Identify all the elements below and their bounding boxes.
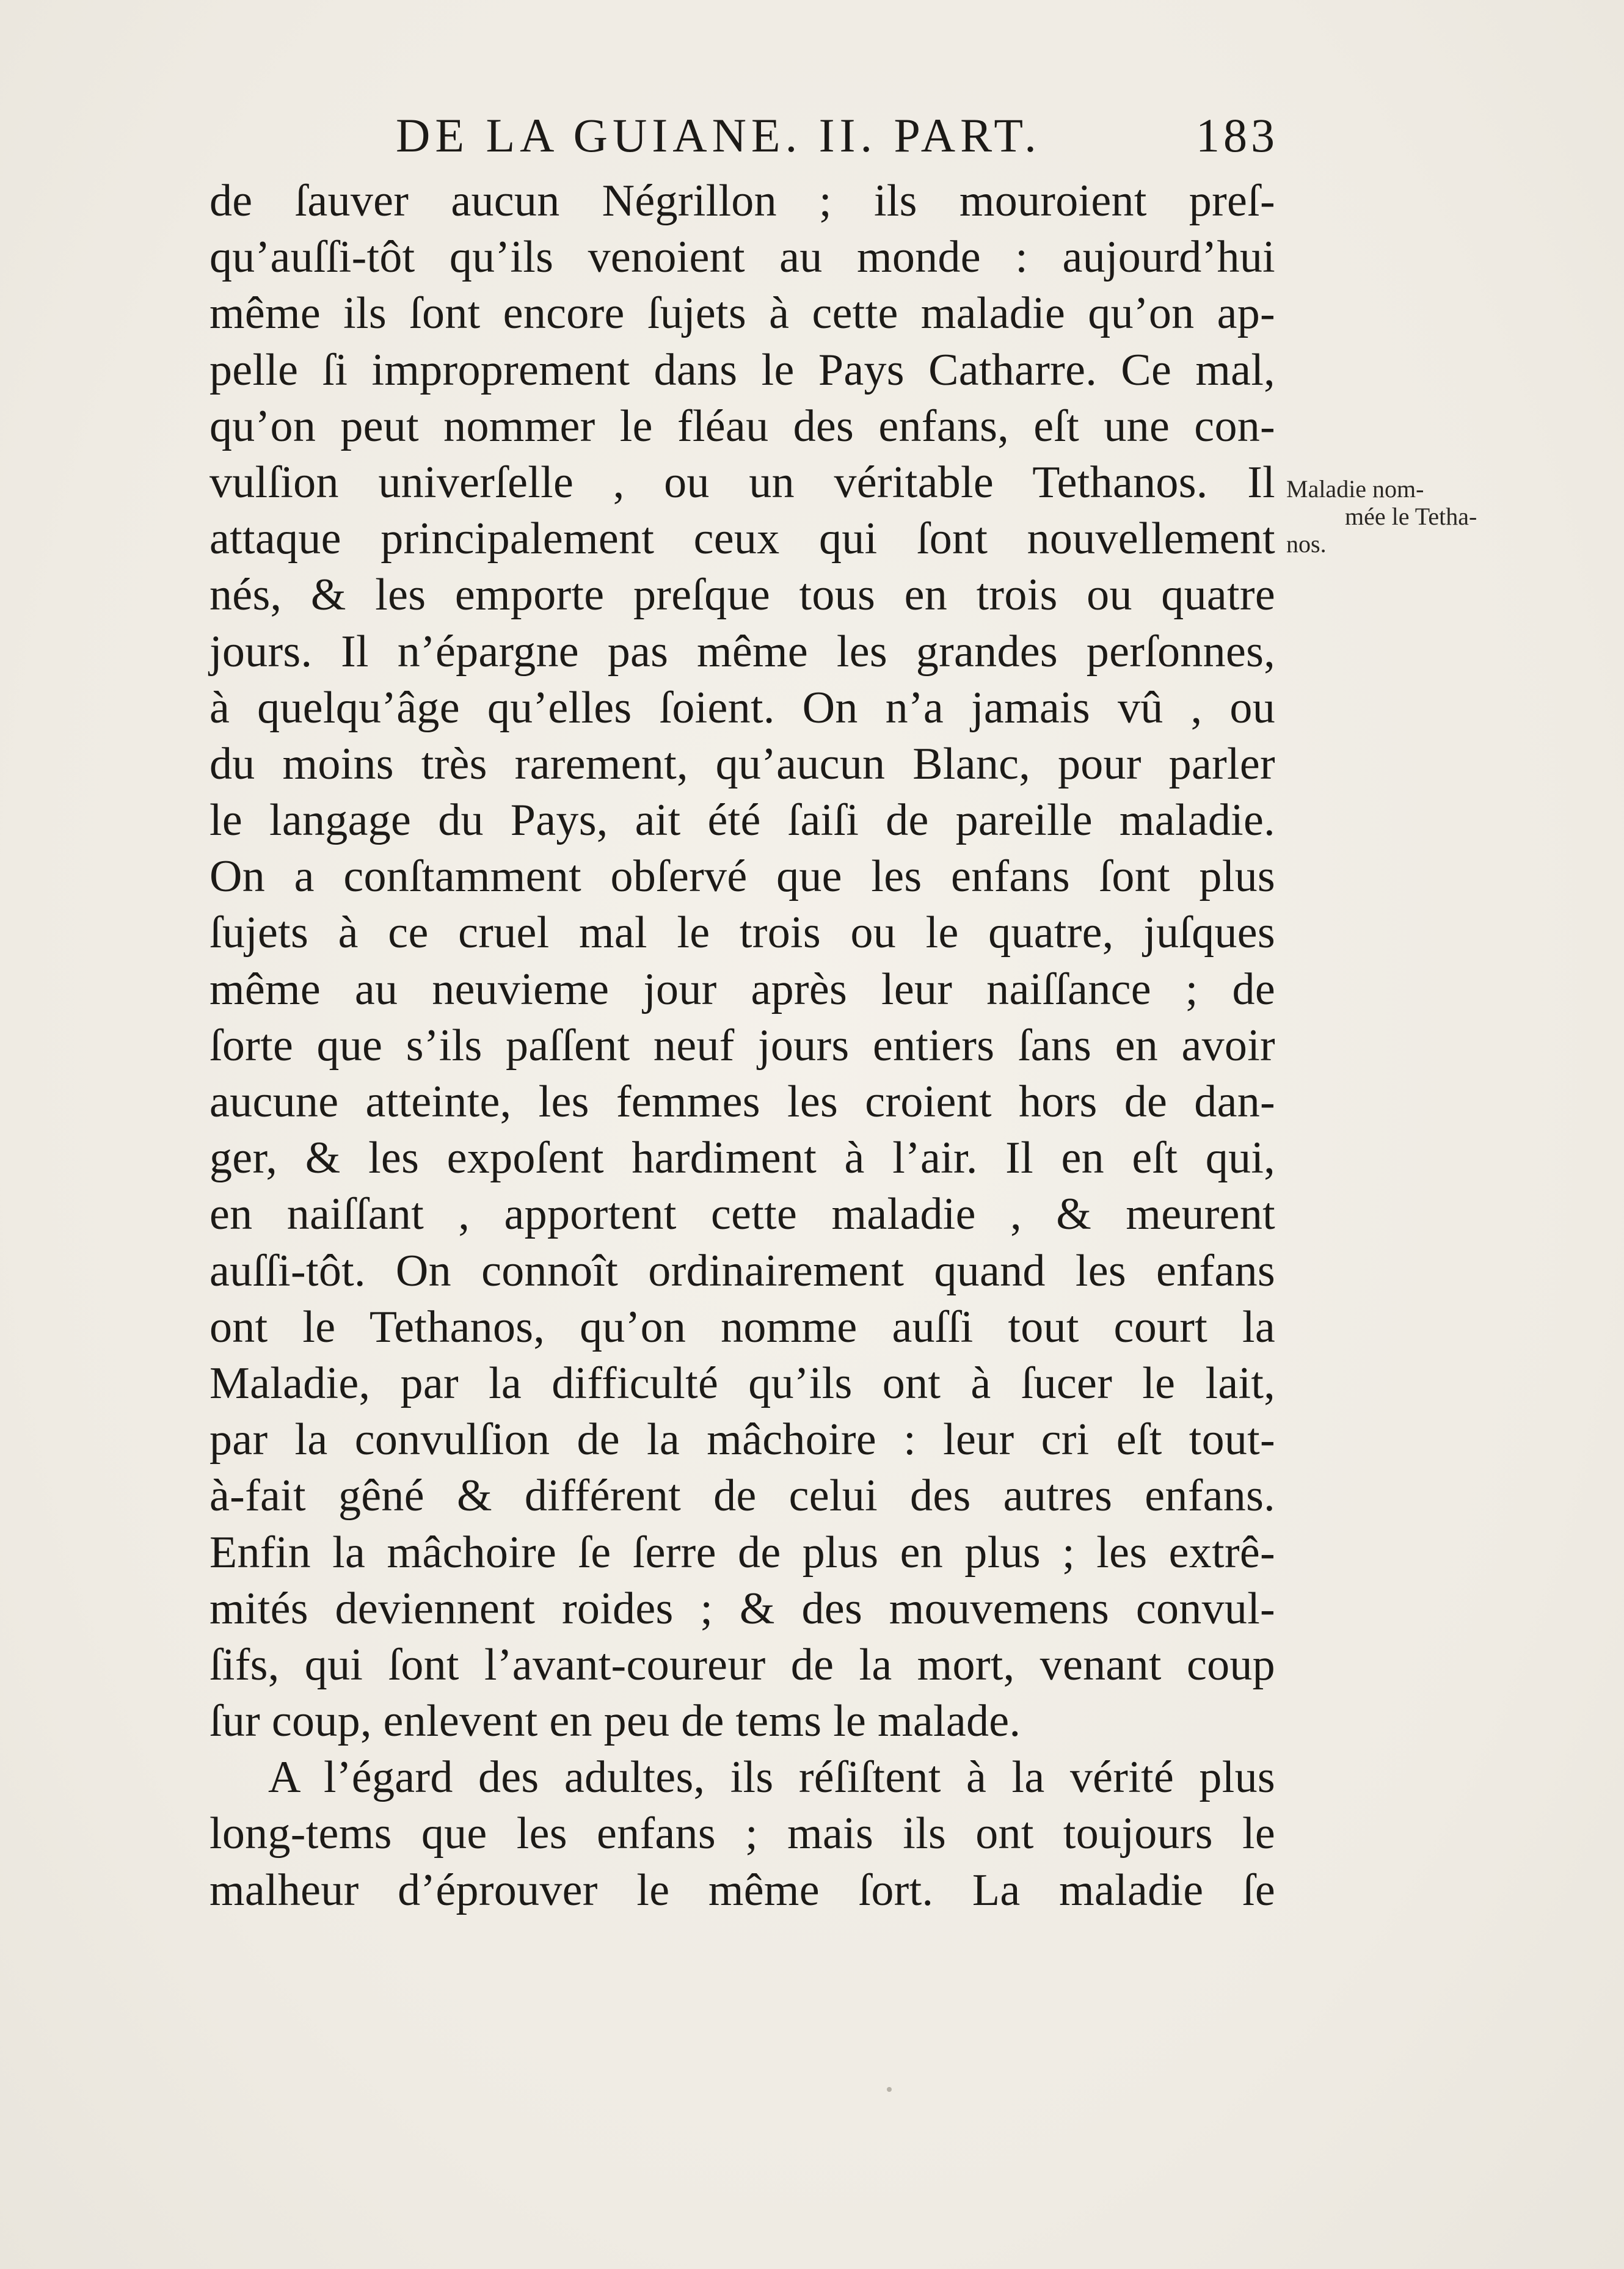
- text-line: Enfin la mâchoire ſe ſerre de plus en plus ; les extrê-: [209, 1527, 1275, 1578]
- text-line: auſſi-tôt. On connoît ordinairement quand les enfans: [209, 1245, 1275, 1296]
- text-line: aucune atteinte, les femmes les croient hors de dan-: [209, 1077, 1275, 1127]
- text-line: à quelqu’âge qu’elles ſoient. On n’a jamais vû , ou: [209, 682, 1275, 733]
- text-line: pelle ſi improprement dans le Pays Catharre. Ce mal,: [209, 344, 1275, 395]
- body-text: [209, 173, 1275, 1918]
- text-line: On a conſtamment obſervé que les enfans ſont plus: [209, 851, 1275, 902]
- text-line: jours. Il n’épargne pas même les grandes perſonnes,: [209, 626, 1275, 677]
- text-line: Maladie, par la difficulté qu’ils ont à ſucer le lait,: [209, 1358, 1275, 1408]
- text-line: par la convulſion de la mâchoire : leur cri eſt tout-: [209, 1415, 1275, 1465]
- text-line: de ſauver aucun Négrillon ; ils mouroient preſ-: [209, 176, 1275, 226]
- margin-note-line: Maladie nom-: [1286, 475, 1424, 503]
- text-line: malheur d’éprouver le même ſort. La maladie ſe: [209, 1865, 1275, 1915]
- text-line: en naiſſant , apportent cette maladie , & meurent: [209, 1189, 1275, 1240]
- text-line: ger, & les expoſent hardiment à l’air. Il en eſt qui,: [209, 1133, 1275, 1184]
- running-title: DE LA GUIANE. II. PART.: [396, 109, 1041, 162]
- text-line: attaque principalement ceux qui ſont nouvellement: [209, 514, 1275, 564]
- text-line: qu’auſſi-tôt qu’ils venoient au monde : aujourd’hui: [209, 232, 1275, 283]
- text-line: même ils ſont encore ſujets à cette maladie qu’on ap-: [209, 288, 1275, 339]
- text-line: même au neuvieme jour après leur naiſſance ; de: [209, 964, 1275, 1014]
- text-line: nés, & les emporte preſque tous en trois ou quatre: [209, 570, 1275, 621]
- text-line: ſifs, qui ſont l’avant-coureur de la mort, venant coup: [209, 1639, 1275, 1690]
- page-number: 183: [1196, 109, 1278, 162]
- paper-speck: [887, 2087, 892, 2092]
- margin-note: [1286, 475, 1488, 558]
- text-line: ſujets à ce cruel mal le trois ou le quatre, juſques: [209, 908, 1275, 958]
- text-line: à-fait gêné & différent de celui des autres enfans.: [209, 1471, 1275, 1521]
- text-line: ſur coup, enlevent en peu de tems le malade.: [209, 1696, 1021, 1747]
- text-line: A l’égard des adultes, ils réſiſtent à la vérité plus: [268, 1752, 1275, 1803]
- margin-note-line: nos.: [1286, 530, 1327, 558]
- running-header: [396, 105, 1278, 166]
- text-line: ſorte que s’ils paſſent neuf jours entiers ſans en avoir: [209, 1020, 1275, 1071]
- text-line: long-tems que les enfans ; mais ils ont toujours le: [209, 1808, 1275, 1859]
- text-line: qu’on peut nommer le fléau des enfans, eſt une con-: [209, 401, 1275, 451]
- text-line: ont le Tethanos, qu’on nomme auſſi tout court la: [209, 1302, 1275, 1352]
- text-line: vulſion univerſelle , ou un véritable Tethanos. Il: [209, 457, 1275, 508]
- text-line: mités deviennent roides ; & des mouvemens convul-: [209, 1583, 1275, 1634]
- text-line: du moins très rarement, qu’aucun Blanc, pour parler: [209, 738, 1275, 789]
- text-line: le langage du Pays, ait été ſaiſi de pareille maladie.: [209, 795, 1275, 846]
- margin-note-line: mée le Tetha-: [1345, 503, 1477, 530]
